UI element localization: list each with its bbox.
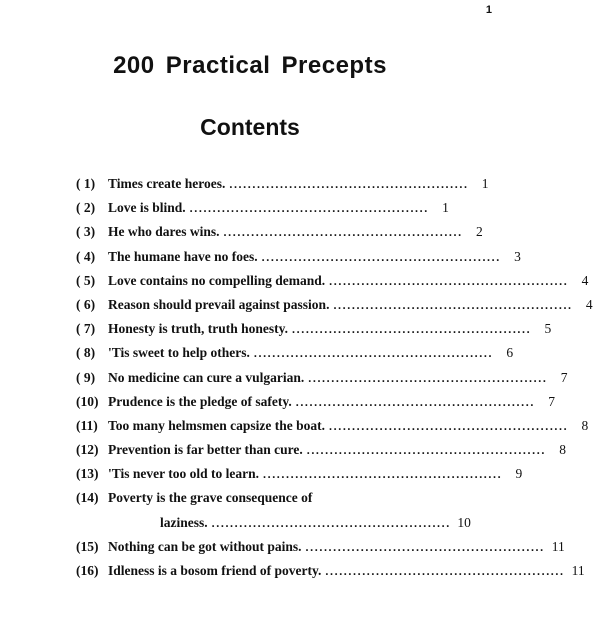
entry-title: Honesty is truth, truth honesty.	[108, 321, 289, 337]
toc-entry	[76, 176, 489, 200]
entry-page: 4	[581, 272, 589, 288]
entry-title: laziness.	[160, 514, 208, 530]
entry-number: (14)	[76, 490, 99, 506]
entry-number: ( 9)	[76, 369, 96, 385]
table-of-contents	[76, 176, 593, 587]
entry-page: 1	[442, 200, 449, 216]
entry-title: Too many helmsmen capsize the boat.	[108, 417, 326, 433]
entry-number: ( 7)	[76, 321, 96, 337]
toc-entry	[76, 369, 568, 394]
entry-page: 6	[506, 345, 514, 361]
entry-page: 3	[514, 248, 521, 264]
book-title: 200 Practical Precepts	[113, 52, 387, 79]
toc-entry	[76, 248, 521, 273]
entry-page: 1	[481, 176, 489, 191]
leader-dots: ....................................................	[292, 322, 532, 337]
entry-title: Prudence is the pledge of safety.	[108, 393, 292, 409]
toc-entry	[76, 224, 483, 248]
page-number: 1	[485, 4, 492, 16]
leader-dots: ....................................................	[306, 443, 546, 458]
entry-title: Reason should prevail against passion.	[108, 296, 330, 312]
leader-dots: ....................................................	[333, 297, 573, 312]
entry-number: (13)	[76, 466, 99, 482]
entry-number: ( 6)	[76, 296, 96, 312]
entry-page: 10	[457, 514, 471, 530]
entry-number: (10)	[76, 393, 99, 409]
entry-page: 11	[551, 538, 565, 554]
entry-page: 9	[515, 466, 523, 482]
toc-entry	[76, 296, 593, 321]
entry-page: 7	[560, 369, 568, 385]
leader-dots: ....................................................	[308, 370, 548, 385]
entry-title: Times create heroes.	[108, 176, 226, 191]
entry-page: 5	[544, 321, 552, 337]
leader-dots: ....................................................	[261, 249, 501, 264]
entry-title: Love contains no compelling demand.	[108, 272, 326, 288]
entry-title: 'Tis sweet to help others.	[108, 345, 250, 361]
entry-number: (12)	[76, 442, 99, 458]
entry-title: Idleness is a bosom friend of poverty.	[108, 563, 322, 578]
entry-number: (16)	[76, 563, 99, 578]
entry-page: 7	[548, 393, 555, 409]
entry-title: Prevention is far better than cure.	[108, 442, 303, 458]
entry-page: 8	[559, 442, 566, 458]
entry-page: 11	[571, 563, 585, 578]
toc-entry	[76, 563, 585, 587]
entry-title: Nothing can be got without pains.	[108, 538, 302, 554]
entry-number: ( 4)	[76, 248, 96, 264]
toc-entry-continuation	[76, 514, 471, 539]
leader-dots: ....................................................	[229, 177, 469, 191]
entry-number: ( 3)	[76, 224, 96, 240]
entry-title: 'Tis never too old to learn.	[108, 466, 259, 482]
leader-dots: ....................................................	[325, 564, 565, 578]
contents-heading: Contents	[200, 114, 300, 140]
leader-dots: ....................................................	[189, 201, 429, 216]
leader-dots: ....................................................	[305, 539, 545, 554]
toc-entry	[76, 466, 523, 490]
toc-entry	[76, 393, 555, 418]
toc-entry	[76, 272, 589, 297]
leader-dots: ....................................................	[329, 273, 569, 288]
toc-entry	[76, 442, 566, 466]
toc-entry	[76, 321, 552, 345]
entry-page: 4	[585, 296, 593, 312]
entry-number: ( 8)	[76, 345, 96, 361]
leader-dots: ....................................................	[295, 394, 535, 409]
entry-title: No medicine can cure a vulgarian.	[108, 369, 305, 385]
toc-entry	[76, 417, 589, 442]
toc-entry	[76, 200, 449, 224]
entry-title: Poverty is the grave consequence of	[108, 490, 313, 506]
leader-dots: ....................................................	[223, 225, 463, 240]
entry-page: 8	[581, 417, 589, 433]
entry-title: The humane have no foes.	[108, 248, 258, 264]
entry-page: 2	[475, 224, 483, 240]
entry-number: ( 2)	[76, 200, 96, 216]
toc-entry	[76, 345, 514, 369]
leader-dots: ....................................................	[263, 467, 503, 482]
leader-dots: ....................................................	[211, 515, 451, 530]
entry-number: ( 1)	[76, 176, 96, 191]
entry-title: He who dares wins.	[108, 224, 220, 240]
toc-entry	[76, 538, 565, 563]
entry-number: (15)	[76, 538, 99, 554]
entry-title: Love is blind.	[108, 200, 186, 216]
leader-dots: ....................................................	[253, 346, 494, 361]
entry-number: ( 5)	[76, 272, 96, 288]
entry-number: (11)	[76, 417, 98, 433]
toc-entry	[76, 490, 410, 514]
leader-dots: ....................................................	[329, 418, 569, 433]
